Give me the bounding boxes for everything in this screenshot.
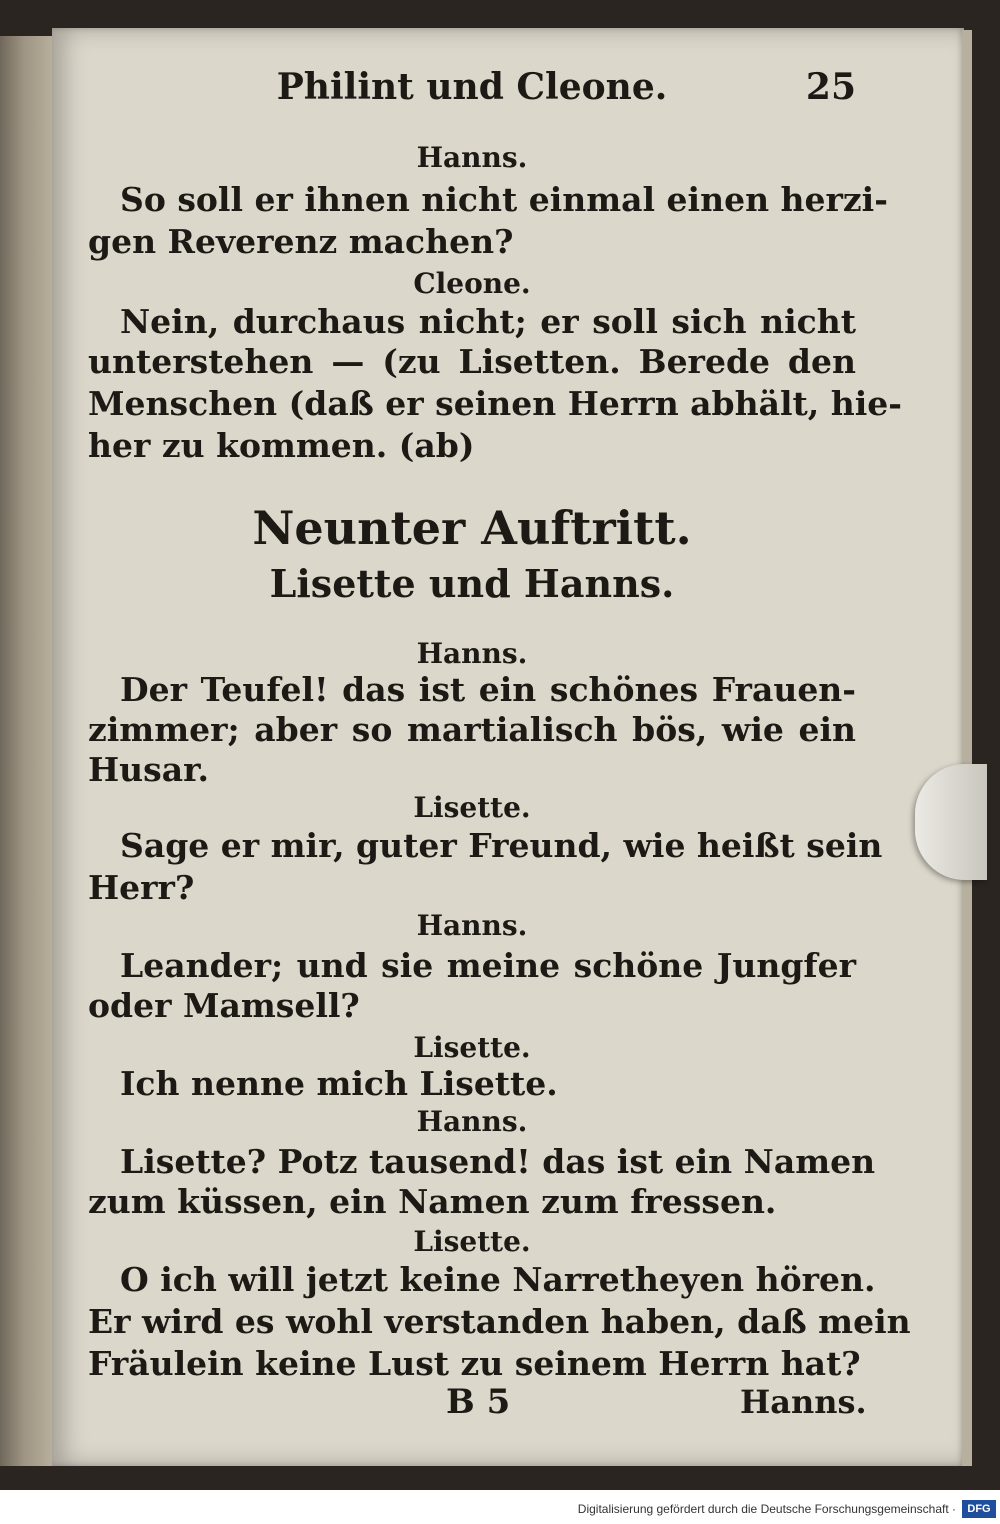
speaker-label: Hanns.	[416, 1105, 528, 1138]
text-line: Husar.	[88, 750, 209, 789]
text-line: So soll er ihnen nicht einmal einen herzi-	[120, 180, 888, 219]
text-line: Menschen (daß er seinen Herrn abhält, hie-	[88, 384, 902, 423]
speaker-label: Hanns.	[416, 141, 528, 174]
text-line: Der Teufel! das ist ein schönes Frauen-	[120, 670, 856, 709]
speaker-label: Cleone.	[413, 267, 531, 300]
text-line: Ich nenne mich Lisette.	[120, 1064, 558, 1103]
text-line: her zu kommen. (ab)	[88, 426, 475, 465]
credit-text: Digitalisierung gefördert durch die Deutsche Forschungsgemeinschaft ·	[577, 1502, 956, 1516]
text-line: zum küssen, ein Namen zum fressen.	[88, 1182, 777, 1221]
signature-mark: B 5	[446, 1382, 511, 1422]
text-line: unterstehen — (zu Lisetten. Berede den	[88, 342, 856, 381]
running-title: Philint und Cleone.	[276, 66, 668, 108]
left-page-edge	[0, 36, 52, 1466]
catchword: Hanns.	[740, 1383, 867, 1421]
text-line: zimmer; aber so martialisch bös, wie ein	[88, 710, 856, 749]
scene-title: Neunter Auftritt.	[252, 501, 692, 555]
scene-characters: Lisette und Hanns.	[269, 561, 675, 606]
speaker-label: Lisette.	[413, 1031, 531, 1064]
text-line: Sage er mir, guter Freund, wie heißt sein	[120, 826, 883, 865]
text-line: Er wird es wohl verstanden haben, daß mein	[88, 1302, 911, 1341]
page-right-edge	[962, 30, 972, 1466]
speaker-label: Lisette.	[413, 791, 531, 824]
text-line: gen Reverenz machen?	[88, 222, 514, 261]
text-line: Leander; und sie meine schöne Jungfer	[120, 946, 856, 985]
text-line: oder Mamsell?	[88, 986, 360, 1025]
page-number: 25	[805, 66, 856, 108]
page-header	[88, 66, 856, 116]
speaker-label: Lisette.	[413, 1225, 531, 1258]
text-line: Fräulein keine Lust zu seinem Herrn hat?	[88, 1344, 861, 1383]
text-line: Nein, durchaus nicht; er soll sich nicht	[120, 302, 856, 341]
text-line: O ich will jetzt keine Narretheyen hören.	[120, 1260, 876, 1299]
dfg-logo: DFG	[962, 1500, 996, 1518]
speaker-label: Hanns.	[416, 909, 528, 942]
text-line: Lisette? Potz tausend! das ist ein Namen	[120, 1142, 876, 1181]
speaker-label: Hanns.	[416, 637, 528, 670]
text-line: Herr?	[88, 868, 195, 907]
